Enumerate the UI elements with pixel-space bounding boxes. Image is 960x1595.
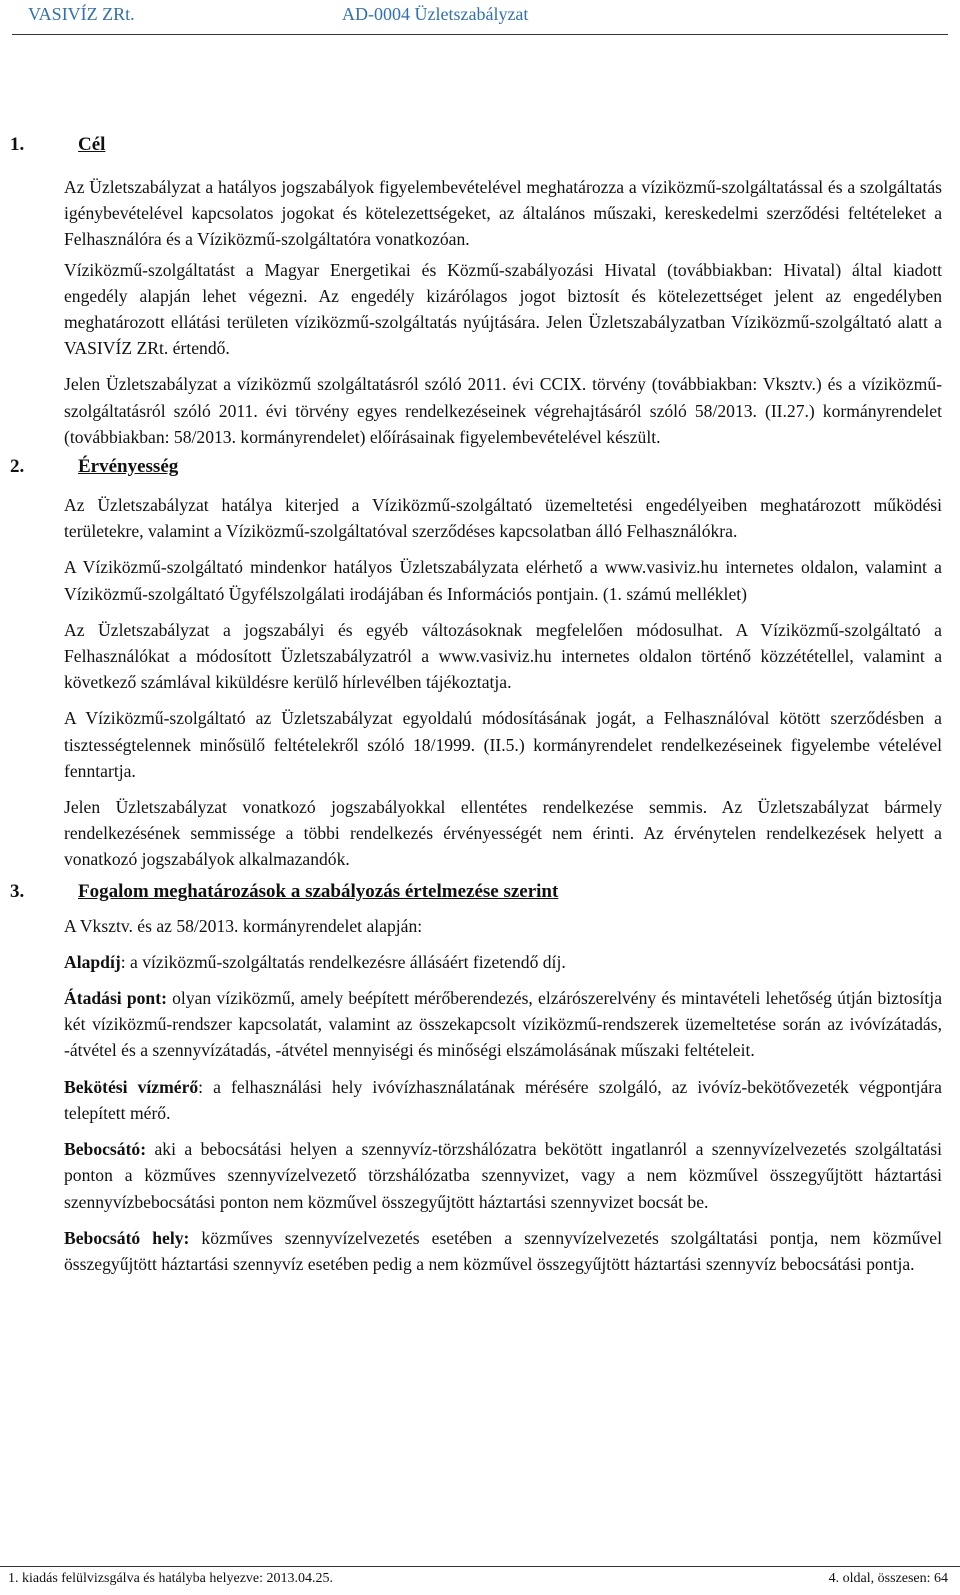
- definition-term: Alapdíj: [64, 951, 121, 972]
- section-title: Fogalom meghatározások a szabályozás értelmezése szerint: [78, 880, 559, 902]
- page-footer: [0, 1566, 960, 1593]
- section-title: Érvényesség: [78, 456, 179, 478]
- edition-info: 1. kiadás felülvizsgálva és hatályba helyezve: 2013.04.25.: [8, 1571, 334, 1586]
- paragraph: Víziközmű-szolgáltatást a Magyar Energetikai és Közmű-szabályozási Hivatal (továbbiakban: Hivatal) által kiadott engedély alapján lehet végezni. Az engedély kizárólagos jogot biztosít és kötelezettséget jelent az engedélyben meghatározott ellátási területen víziközmű-szolgáltatás nyújtására. Jelen Üzletszabályzatban Víziközmű-szolgáltató alatt a VASIVÍZ ZRt. értendő.: [64, 259, 942, 359]
- document-body: [0, 134, 960, 1287]
- definition: [64, 1136, 942, 1215]
- section-number: 1.: [10, 134, 25, 155]
- definition: [64, 1074, 942, 1126]
- paragraph: A Víziközmű-szolgáltató mindenkor hatályos Üzletszabályzata elérhető a www.vasiviz.hu internetes oldalon, valamint a Víziközmű-szolgáltató Ügyfélszolgálati irodájában és Információs pontjain. (1. számú melléklet): [64, 557, 942, 604]
- paragraph: A Víziközmű-szolgáltató az Üzletszabályzat egyoldalú módosításának jogát, a Felhasználóval kötött szerződésben a tisztességtelennek minősülő feltételekről szóló 18/1999. (II.5.) kormányrendelet rendelkezéseinek figyelembe vételével fenntartja.: [64, 708, 942, 781]
- definition-term: Bebocsátó:: [64, 1139, 147, 1160]
- definition-text: a víziközmű-szolgáltatás rendelkezésre állásáért fizetendő díj.: [125, 951, 566, 972]
- page-header: [12, 4, 948, 35]
- definition-text: közműves szennyvízelvezetés esetében a szennyvízelvezetés szolgáltatási pontja, nem közművel összegyűjtött háztartási szennyvíz esetében pedig a nem közművel összegyűjtött háztartási szennyvíz bebocsátási pontja.: [64, 1227, 942, 1274]
- paragraph: A Vksztv. és az 58/2013. kormányrendelet alapján:: [64, 915, 423, 936]
- definition-separator: :: [120, 951, 126, 972]
- definition-term: Átadási pont:: [64, 988, 167, 1009]
- definition-text: olyan víziközmű, amely beépített mérőberendezés, elzárószerelvény és mintavételi lehetőség útján biztosítja két víziközmű-rendszer kapcsolatát, valamint az összekapcsolt víziközmű-rendszerek üzemeltetése során az ivóvízátadás, -átvétel és a szennyvízátadás, -átvétel mennyiségi és minőségi elszámolásának műszaki feltételeit.: [64, 988, 943, 1061]
- definition-text: a felhasználási hely ivóvízhasználatának mérésére szolgáló, az ivóvíz-bekötővezeték végpontjára telepített mérő.: [64, 1076, 942, 1123]
- definition-separator: :: [198, 1076, 204, 1097]
- paragraph: Jelen Üzletszabályzat vonatkozó jogszabályokkal ellentétes rendelkezése semmis. Az Üzletszabályzat bármely rendelkezésének semmissége a többi rendelkezés érvényességét nem érinti. Az érvénytelen rendelkezések helyett a vonatkozó jogszabályok alkalmazandók.: [64, 797, 942, 870]
- definition-text: aki a bebocsátási helyen a szennyvíz-törzshálózatra bekötött ingatlanról a szennyvízelvezetés szolgáltatási ponton a közműves szennyvízelvezető törzshálózatba szennyvizet, vagy a nem közművel összegyűjtött háztartási szennyvízbebocsátási ponton nem közművel összegyűjtött háztartási szennyvizet bocsát be.: [64, 1139, 942, 1212]
- section-heading: [0, 134, 960, 164]
- definition-term: Bebocsátó hely:: [64, 1227, 190, 1248]
- paragraph: Az Üzletszabályzat a jogszabályi és egyéb változásoknak megfelelően módosulhat. A Víziközmű-szolgáltató a Felhasználókat a módosított Üzletszabályzatról a www.vasiviz.hu internetes oldalon történő közzététellel, valamint a következő számlával kiküldésre kerülő hírlevélben tájékoztatja.: [64, 619, 942, 693]
- definition-term: Bekötési vízmérő: [64, 1076, 199, 1097]
- company-name: VASIVÍZ ZRt.: [28, 4, 135, 24]
- document-title: AD-0004 Üzletszabályzat: [342, 4, 529, 24]
- section-number: 3.: [10, 880, 25, 902]
- section-heading: [0, 881, 960, 911]
- paragraph: Az Üzletszabályzat a hatályos jogszabályok figyelembevételével meghatározza a víziközmű-szolgáltatással és a szolgáltatás igénybevételével kapcsolatos jogokat és kötelezettségeket, az általános műszaki, kereskedelmi szerződési feltételeket a Felhasználóra és a Víziközmű-szolgáltatóra vonatkozóan.: [64, 177, 942, 250]
- paragraph: Az Üzletszabályzat hatálya kiterjed a Víziközmű-szolgáltató üzemeltetési engedélyeiben meghatározott működési területekre, valamint a Víziközmű-szolgáltatóval szerződéses kapcsolatban álló Felhasználókra.: [64, 495, 942, 542]
- definition: [64, 985, 942, 1064]
- definition: [64, 949, 942, 975]
- definition: [64, 1225, 942, 1277]
- section-number: 2.: [10, 456, 25, 478]
- section-heading: [0, 456, 960, 486]
- paragraph: Jelen Üzletszabályzat a víziközmű szolgáltatásról szóló 2011. évi CCIX. törvény (továbbiakban: Vksztv.) és a víziközmű-szolgáltatásról szóló 2011. évi törvény egyes rendelkezéseinek végrehajtásáról szóló 58/2013. (II.27.) kormányrendelet (továbbiakban: 58/2013. kormányrendelet) előírásainak figyelembevételével készült.: [64, 374, 942, 447]
- page-number: 4. oldal, összesen: 64: [828, 1571, 948, 1586]
- section-title: Cél: [78, 134, 106, 155]
